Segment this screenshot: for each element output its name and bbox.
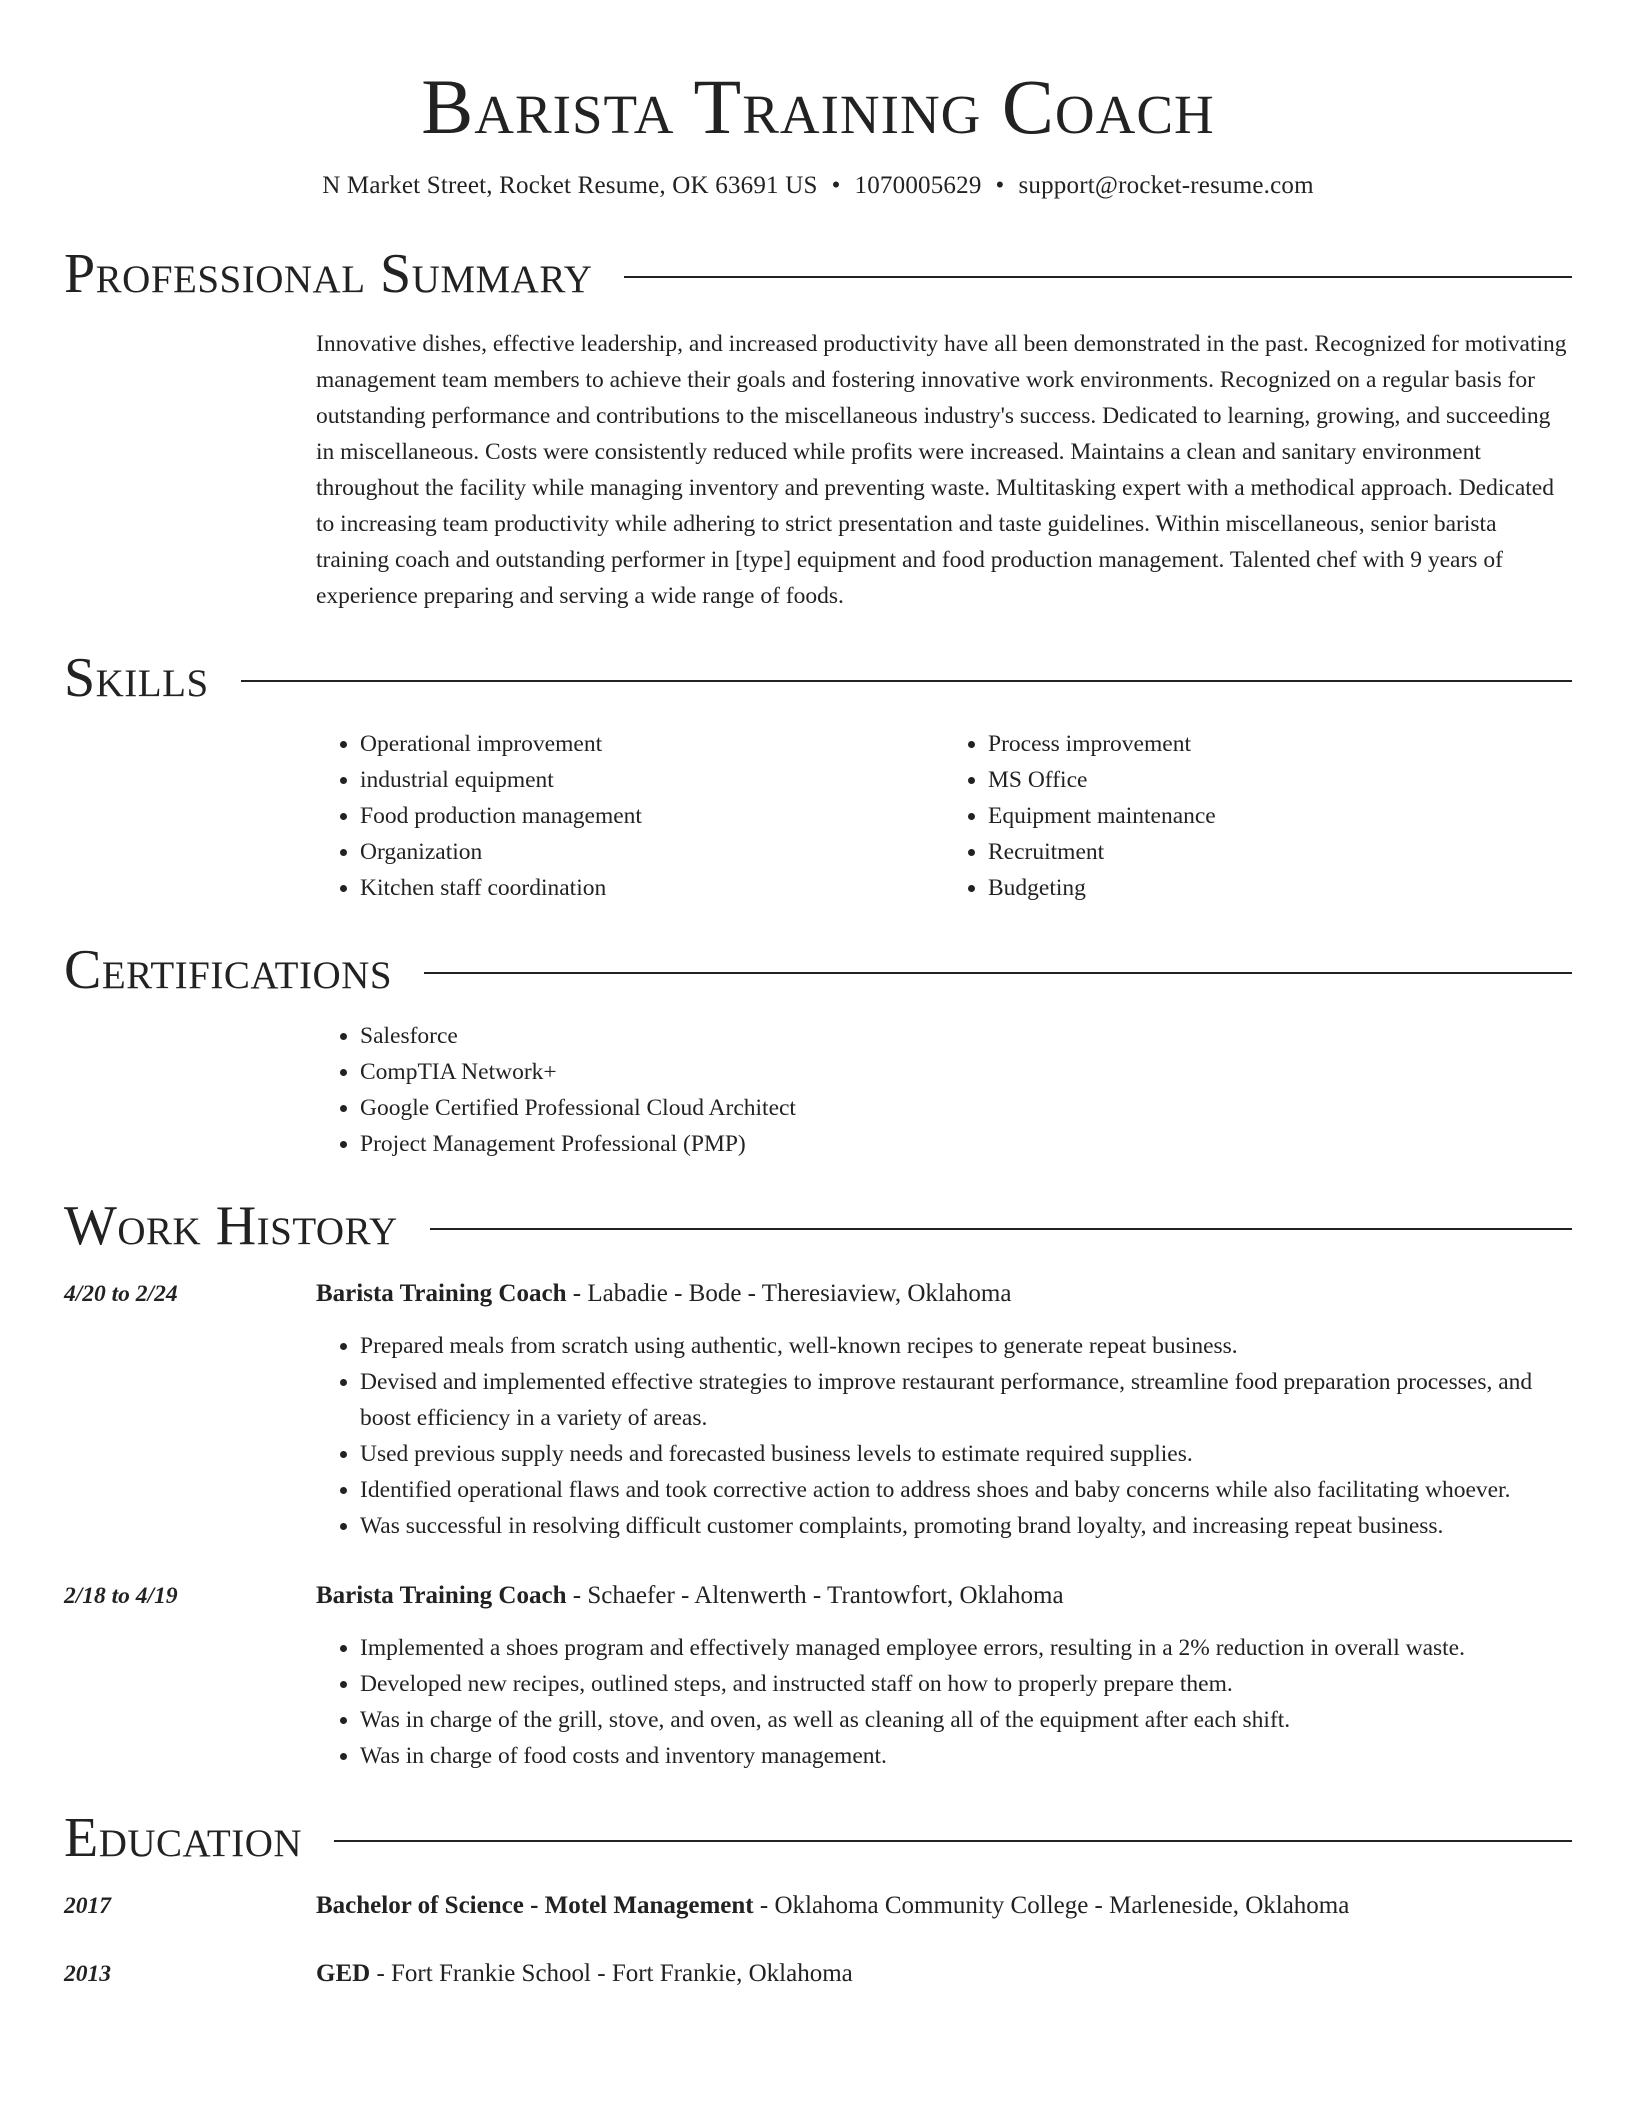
resume-page <box>64 0 1572 1992</box>
certifications-list <box>316 1018 1572 1162</box>
section-title-work: Work History <box>64 1194 398 1257</box>
list-item: • Equipment maintenance <box>988 798 1572 834</box>
education-degree: GED <box>316 1959 371 1987</box>
list-item: • MS Office <box>988 762 1572 798</box>
job-bullets <box>316 1630 1572 1774</box>
list-item: • Was in charge of the grill, stove, and oven, as well as cleaning all of the equipment after each shift. <box>360 1702 1572 1738</box>
section-title-summary: Professional Summary <box>64 242 593 305</box>
section-title-skills: Skills <box>64 646 209 709</box>
list-item: • Kitchen staff coordination <box>360 870 944 906</box>
section-header-work <box>64 1194 1572 1257</box>
list-item: • Developed new recipes, outlined steps, and instructed staff on how to properly prepare them. <box>360 1666 1572 1702</box>
list-item: • Was successful in resolving difficult customer complaints, promoting brand loyalty, and increasing repeat business. <box>360 1508 1572 1544</box>
address: N Market Street, Rocket Resume, OK 63691 US <box>322 171 818 199</box>
section-header-skills <box>64 646 1572 709</box>
education-year: 2017 <box>64 1892 111 1919</box>
job-title: Barista Training Coach <box>316 1279 567 1307</box>
job-dates: 2/18 to 4/19 <box>64 1582 178 1609</box>
job-employer: - Labadie - Bode - Theresiaview, Oklahoma <box>566 1279 1012 1307</box>
job-title-line <box>316 1578 1572 1614</box>
certifications-block <box>316 1018 1572 1162</box>
section-rule <box>424 972 1572 974</box>
summary-text: Innovative dishes, effective leadership, and increased productivity have all been demonstrated in the past. Recognized for motivating management team members to achieve their goals and fostering innovative work environments. Recognized on a regular basis for outstanding performance and contributions to the miscellaneous industry's success. Dedicated to learning, growing, and succeeding in miscellaneous. Costs were consistently reduced while profits were increased. Maintains a clean and sanitary environment throughout the facility while managing inventory and preventing waste. Multitasking expert with a methodical approach. Dedicated to increasing team productivity while adhering to strict presentation and taste guidelines. Within miscellaneous, senior barista training coach and outstanding performer in [type] equipment and food production management. Talented chef with 9 years of experience preparing and serving a wide range of foods. <box>316 330 1567 609</box>
contact-line <box>64 172 1572 200</box>
list-item: • Devised and implemented effective strategies to improve restaurant performance, streamline food preparation processes, and boost efficiency in a variety of areas. <box>360 1364 1572 1436</box>
email: support@rocket-resume.com <box>1018 171 1314 199</box>
job-entry <box>64 1578 1572 1774</box>
summary-block <box>316 326 1572 614</box>
section-header-summary <box>64 242 1572 305</box>
skills-list-right <box>944 726 1572 906</box>
list-item: • CompTIA Network+ <box>360 1054 1572 1090</box>
phone: 1070005629 <box>854 171 982 199</box>
job-content <box>316 1578 1572 1774</box>
list-item: • Used previous supply needs and forecasted business levels to estimate required supplies. <box>360 1436 1572 1472</box>
education-entry <box>64 1956 1572 1992</box>
section-title-certifications: Certifications <box>64 938 393 1001</box>
list-item: • Prepared meals from scratch using authentic, well-known recipes to generate repeat business. <box>360 1328 1572 1364</box>
list-item: • Was in charge of food costs and inventory management. <box>360 1738 1572 1774</box>
section-rule <box>430 1228 1572 1230</box>
education-school: - Oklahoma Community College - Marleneside, Oklahoma <box>753 1891 1350 1919</box>
list-item: • Google Certified Professional Cloud Architect <box>360 1090 1572 1126</box>
resume-name: Barista Training Coach <box>421 63 1215 150</box>
education-content <box>316 1888 1572 1924</box>
list-item: • Operational improvement <box>360 726 944 762</box>
section-rule <box>241 680 1572 682</box>
list-item: • Project Management Professional (PMP) <box>360 1126 1572 1162</box>
section-rule <box>624 276 1572 278</box>
education-school: - Fort Frankie School - Fort Frankie, Oklahoma <box>370 1959 853 1987</box>
job-bullets <box>316 1328 1572 1544</box>
section-header-education <box>64 1806 1572 1869</box>
job-entry <box>64 1276 1572 1544</box>
list-item: • Budgeting <box>988 870 1572 906</box>
education-year: 2013 <box>64 1960 111 1987</box>
list-item: • Process improvement <box>988 726 1572 762</box>
job-employer: - Schaefer - Altenwerth - Trantowfort, Oklahoma <box>566 1581 1064 1609</box>
education-line <box>316 1956 1572 1992</box>
section-title-education: Education <box>64 1806 303 1869</box>
list-item: • Implemented a shoes program and effectively managed employee errors, resulting in a 2% reduction in overall waste. <box>360 1630 1572 1666</box>
separator: • <box>995 171 1005 199</box>
list-item: • Organization <box>360 834 944 870</box>
list-item: • industrial equipment <box>360 762 944 798</box>
section-header-certifications <box>64 938 1572 1001</box>
list-item: • Identified operational flaws and took corrective action to address shoes and baby concerns while also facilitating whoever. <box>360 1472 1572 1508</box>
skills-list-left <box>316 726 944 906</box>
job-content <box>316 1276 1572 1544</box>
job-title-line <box>316 1276 1572 1312</box>
education-entry <box>64 1888 1572 1924</box>
separator: • <box>831 171 841 199</box>
education-content <box>316 1956 1572 1992</box>
education-line <box>316 1888 1572 1924</box>
job-title: Barista Training Coach <box>316 1581 567 1609</box>
list-item: • Salesforce <box>360 1018 1572 1054</box>
education-degree: Bachelor of Science - Motel Management <box>316 1891 754 1919</box>
job-dates: 4/20 to 2/24 <box>64 1280 178 1307</box>
list-item: • Food production management <box>360 798 944 834</box>
skills-grid <box>316 726 1572 906</box>
list-item: • Recruitment <box>988 834 1572 870</box>
section-rule <box>334 1840 1572 1842</box>
